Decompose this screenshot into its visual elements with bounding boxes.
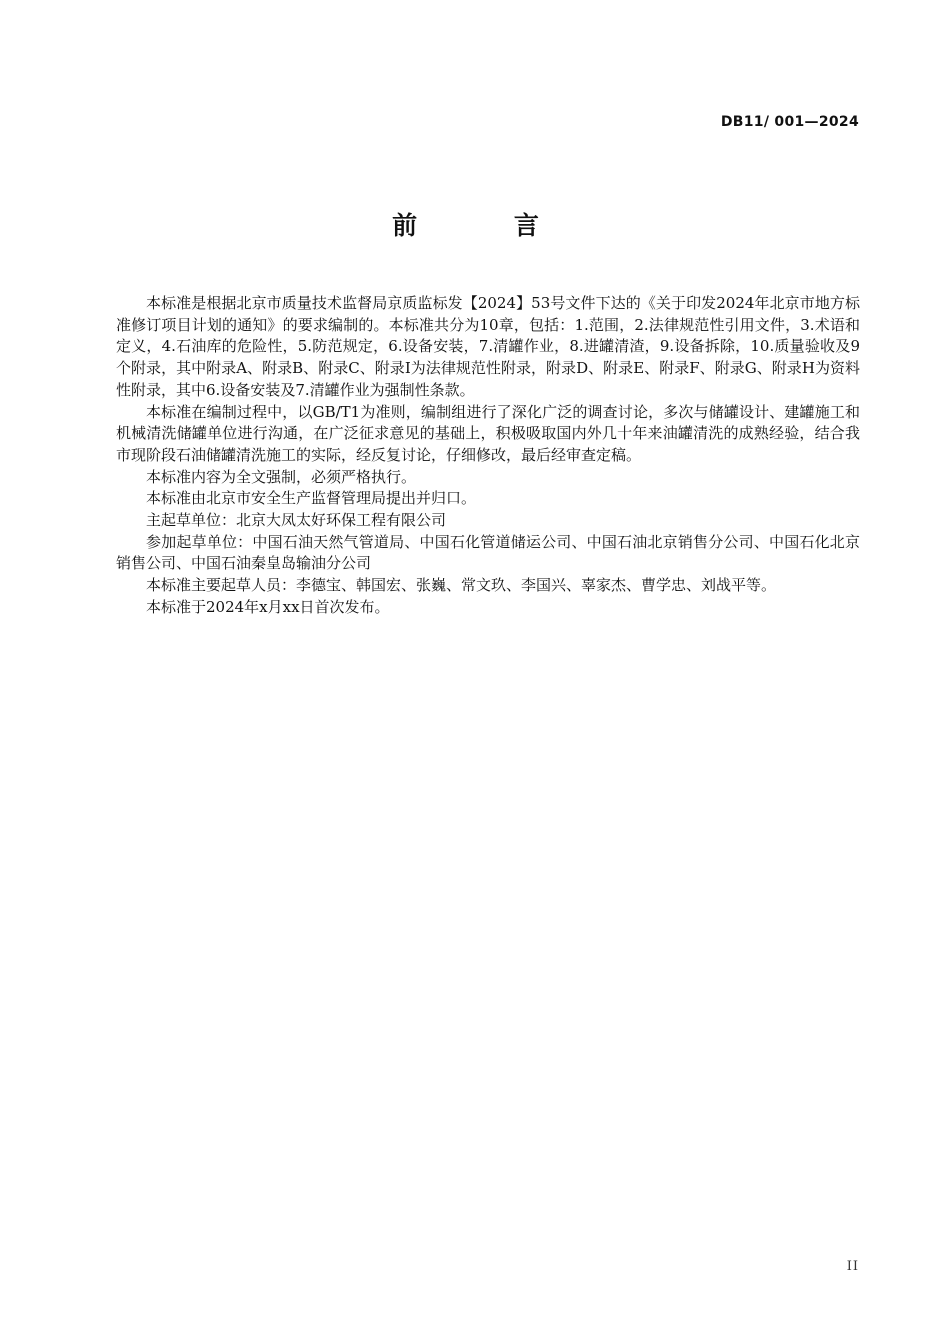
- paragraph-process: 本标准在编制过程中，以GB/T1为准则，编制组进行了深化广泛的调查讨论，多次与储罐设计、建罐施工和机械清洗储罐单位进行沟通，在广泛征求意见的基础上，积极吸取国内外几十年来油罐清洗的成熟经验，结合我市现阶段石油储罐清洗施工的实际，经反复讨论，仔细修改，最后经审查定稿。: [116, 402, 860, 464]
- foreword-body: [116, 293, 860, 619]
- paragraph-release-date: 本标准于2024年x月xx日首次发布。: [146, 597, 390, 616]
- standard-code: DB11/ 001—2024: [720, 114, 859, 130]
- paragraph-drafting-persons: 本标准主要起草人员：李德宝、韩国宏、张巍、常文玖、李国兴、辜家杰、曹学忠、刘战平等。: [146, 576, 777, 595]
- paragraph-proposer: 本标准由北京市安全生产监督管理局提出并归口。: [146, 489, 477, 508]
- paragraph-basis: 本标准是根据北京市质量技术监督局京质监标发【2024】53号文件下达的《关于印发2024年北京市地方标准修订项目计划的通知》的要求编制的。本标准共分为10章，包括：1.范围，2.法律规范性引用文件，3.术语和定义，4.石油库的危险性，5.防范规定，6.设备安装，7.清罐作业，8.进罐清渣，9.设备拆除，10.质量验收及9个附录，其中附录A、附录B、附录C、附录I为法律规范性附录，附录D、附录E、附录F、附录G、附录H为资料性附录，其中6.设备安装及7.清罐作业为强制性条款。: [116, 294, 860, 399]
- paragraph-participating-drafters: 参加起草单位：中国石油天然气管道局、中国石化管道储运公司、中国石油北京销售分公司、中国石化北京销售公司、中国石油秦皇岛输油分公司: [116, 532, 860, 573]
- page-title: 前 言: [392, 211, 583, 240]
- paragraph-main-drafter: 主起草单位：北京大凤太好环保工程有限公司: [146, 511, 447, 530]
- paragraph-mandatory: 本标准内容为全文强制，必须严格执行。: [146, 467, 417, 486]
- page-number: II: [846, 1259, 859, 1274]
